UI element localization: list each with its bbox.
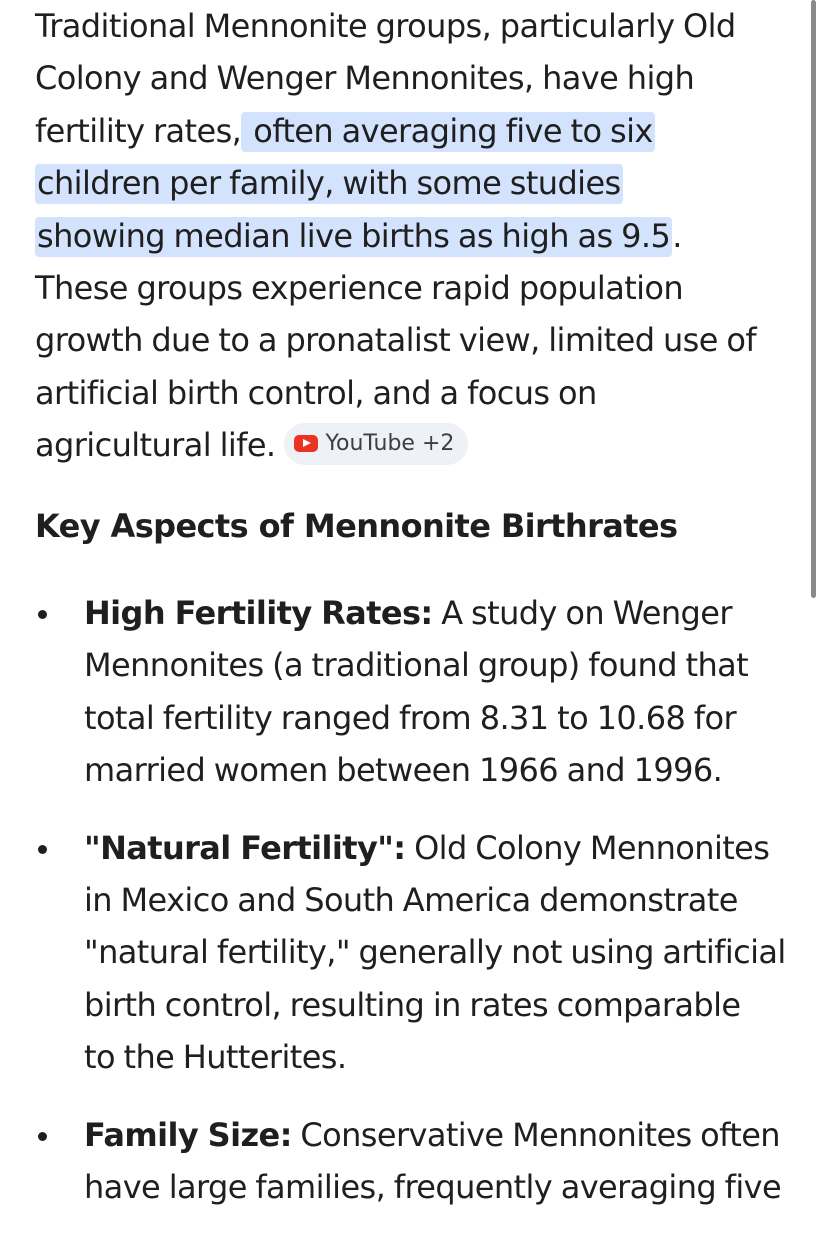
intro-line: [35, 157, 795, 209]
answer-content: [35, 0, 795, 1207]
bullet-line: [84, 822, 815, 874]
intro-line: These groups experience rapid population: [35, 269, 684, 308]
bullet-dot: [38, 610, 47, 619]
scrollbar[interactable]: [811, 0, 816, 598]
intro-line-text: fertility rates,: [35, 111, 242, 150]
bullet-line: [84, 1109, 815, 1161]
bullet-line: Mennonites (a traditional group) found that: [84, 646, 749, 685]
list-item: [35, 1109, 815, 1214]
intro-line: [35, 105, 795, 157]
youtube-icon: [294, 435, 318, 452]
intro-paragraph: [35, 0, 795, 472]
highlighted-claim[interactable]: showing median live births as high as 9.5: [37, 216, 671, 255]
list-item: [35, 822, 815, 1084]
bullet-line: to the Hutterites.: [84, 1038, 347, 1077]
intro-line: Traditional Mennonite groups, particularly Old: [35, 7, 736, 45]
highlighted-claim[interactable]: children per family, with some studies: [37, 164, 621, 203]
bullet-text: A study on Wenger: [441, 594, 732, 632]
bullet-line: in Mexico and South America demonstrate: [84, 881, 738, 920]
bullet-dot: [38, 1132, 47, 1141]
bullet-list: [35, 587, 815, 1238]
section-heading: Key Aspects of Mennonite Birthrates: [35, 507, 678, 545]
bullet-title: High Fertility Rates:: [84, 594, 433, 632]
source-chip-label: YouTube +2: [325, 430, 455, 456]
intro-line-text: agricultural life.: [35, 426, 276, 465]
bullet-line: [84, 587, 815, 639]
bullet-line: "natural fertility," generally not using artificial: [84, 933, 786, 972]
intro-line: [35, 419, 795, 471]
intro-line: Colony and Wenger Mennonites, have high: [35, 59, 695, 98]
bullet-title: Family Size:: [84, 1115, 292, 1154]
intro-line: [35, 210, 795, 262]
intro-line: artificial birth control, and a focus on: [35, 373, 597, 412]
bullet-text: Conservative Mennonites often: [300, 1115, 780, 1154]
source-chip[interactable]: [284, 423, 469, 465]
bullet-line: total fertility ranged from 8.31 to 10.68 for: [84, 698, 737, 737]
intro-line: growth due to a pronatalist view, limited use of: [35, 321, 757, 360]
bullet-title: "Natural Fertility":: [84, 828, 406, 867]
bullet-line: birth control, resulting in rates comparable: [84, 985, 741, 1024]
list-item: [35, 587, 815, 797]
period: .: [672, 216, 682, 255]
bullet-dot: [38, 845, 47, 854]
bullet-line: have large families, frequently averaging five: [84, 1168, 782, 1207]
highlighted-claim[interactable]: often averaging five to six: [241, 112, 655, 152]
bullet-text: Old Colony Mennonites: [414, 828, 770, 867]
bullet-line: married women between 1966 and 1996.: [84, 751, 723, 790]
